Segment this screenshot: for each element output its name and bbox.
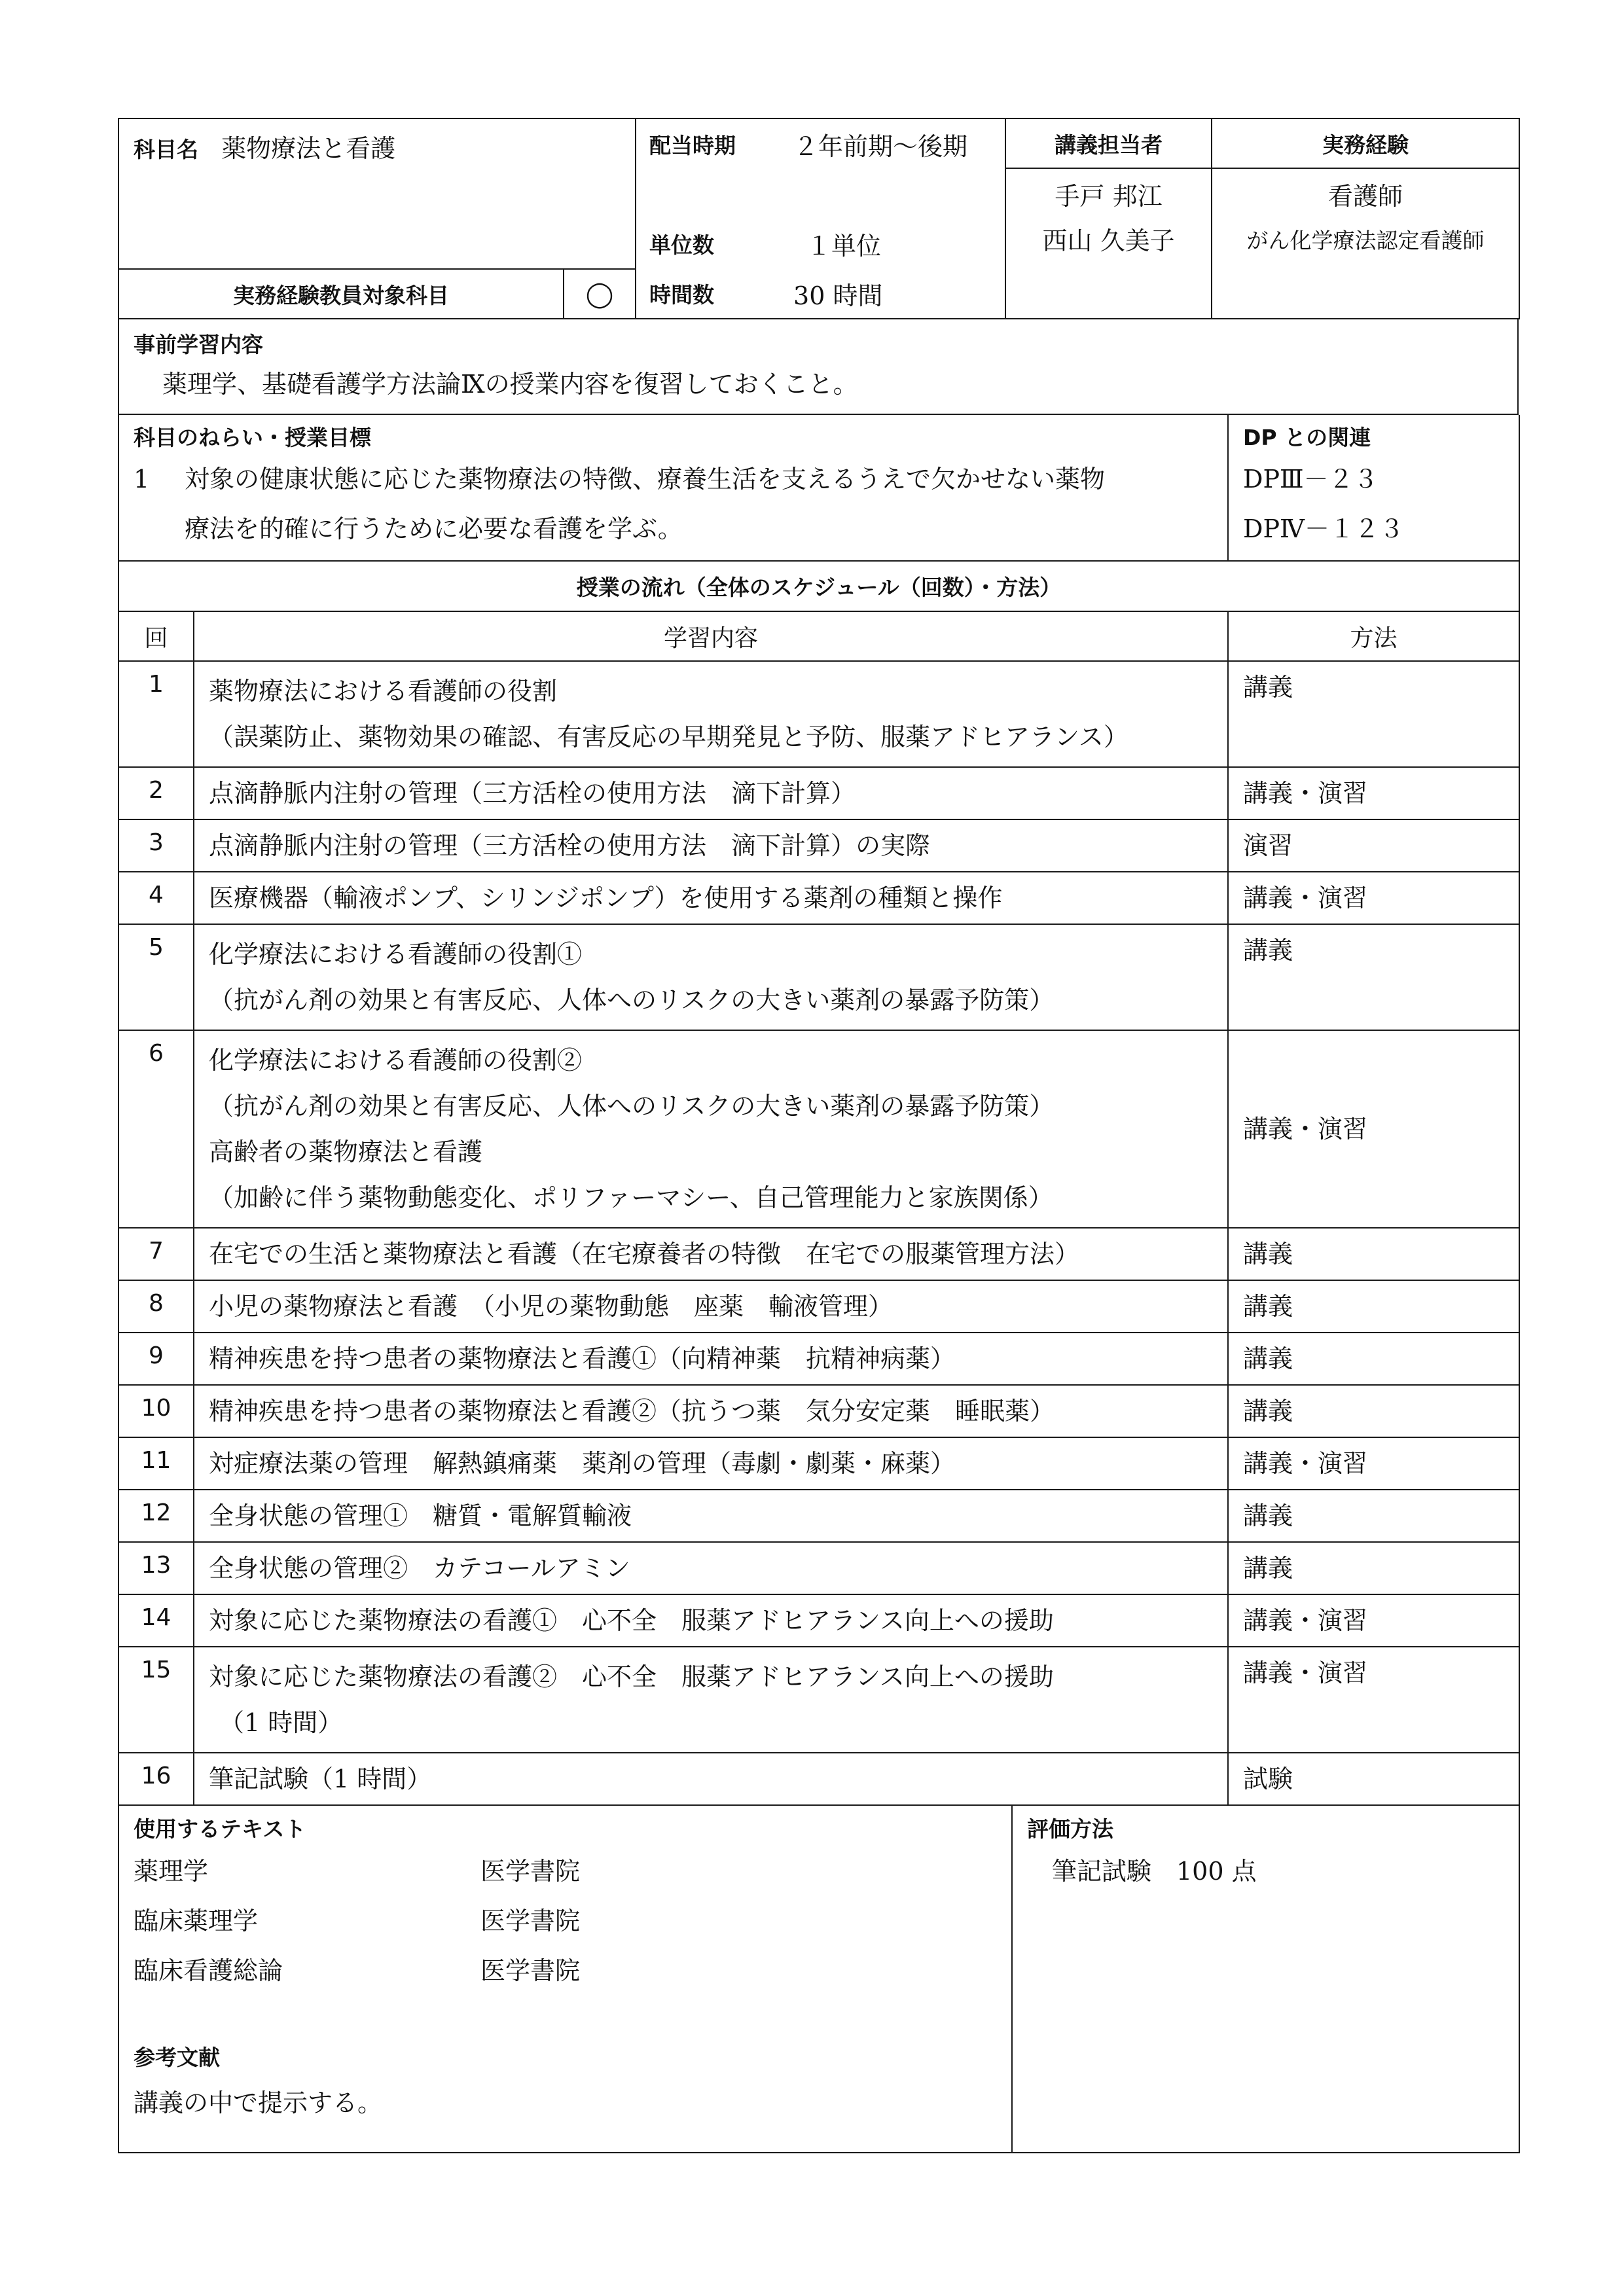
schedule-row-method: 試験 — [1228, 1753, 1519, 1805]
schedule-row-method: 講義 — [1228, 661, 1519, 767]
schedule-row — [118, 1437, 1519, 1490]
instructor-names-cell — [1005, 168, 1212, 319]
schedule-row — [118, 1542, 1519, 1594]
practical-target-label: 実務経験教員対象科目 — [233, 282, 449, 308]
evaluation-label: 評価方法 — [1027, 1816, 1113, 1842]
experience-label-cell — [1212, 118, 1519, 168]
schedule-row-content-line: 精神疾患を持つ患者の薬物療法と看護①（向精神薬 抗精神病薬） — [209, 1344, 956, 1373]
schedule-row-number: 11 — [118, 1437, 194, 1490]
schedule-row-content-line: （加齢に伴う薬物動態変化、ポリファーマシー、自己管理能力と家族関係） — [209, 1183, 1053, 1212]
instructor-label-cell — [1005, 118, 1212, 168]
col-header-content — [194, 611, 1228, 661]
schedule-row-content-line: 点滴静脈内注射の管理（三方活栓の使用方法 滴下計算）の実際 — [209, 831, 931, 860]
schedule-row — [118, 1594, 1519, 1647]
schedule-row-method: 演習 — [1228, 819, 1519, 872]
schedule-row-method: 講義 — [1228, 1490, 1519, 1542]
schedule-row-content — [194, 661, 1228, 767]
schedule-row-number: 16 — [118, 1753, 194, 1805]
aims-number: 1 — [134, 465, 150, 493]
schedule-row-number: 3 — [118, 819, 194, 872]
text-item-3-title: 臨床看護総論 — [134, 1956, 283, 1985]
subject-cell — [118, 118, 636, 269]
schedule-row-content-line: 医療機器（輸液ポンプ、シリンジポンプ）を使用する薬剤の種類と操作 — [209, 884, 1003, 912]
text-item-2-publisher: 医学書院 — [480, 1907, 581, 1935]
dp-label: DP との関連 — [1243, 425, 1371, 450]
schedule-row-method: 講義 — [1228, 1228, 1519, 1280]
dp-1: DPⅢ－２３ — [1243, 465, 1379, 493]
text-item-2 — [134, 1896, 997, 1946]
schedule-row-number: 8 — [118, 1280, 194, 1333]
schedule-row-content-line: 精神疾患を持つ患者の薬物療法と看護②（抗うつ薬 気分安定薬 睡眠薬） — [209, 1397, 1055, 1426]
text-item-1-title: 薬理学 — [134, 1857, 209, 1886]
schedule-row-method: 講義 — [1228, 1542, 1519, 1594]
practical-target-label-cell — [118, 269, 564, 319]
schedule-row-content — [194, 1753, 1228, 1805]
schedule-row-number: 10 — [118, 1385, 194, 1437]
schedule-title-cell — [118, 562, 1519, 611]
aims-table — [118, 415, 1520, 562]
schedule-row-content-line: 化学療法における看護師の役割② — [209, 1046, 583, 1075]
prep-cell — [118, 319, 1518, 414]
aims-label: 科目のねらい・授業目標 — [134, 425, 371, 450]
experience-2: がん化学療法認定看護師 — [1246, 228, 1485, 253]
dp-2: DPⅣ－１２３ — [1243, 514, 1404, 543]
schedule-row-number: 5 — [118, 924, 194, 1030]
schedule-row — [118, 872, 1519, 924]
texts-label: 使用するテキスト — [134, 1816, 306, 1842]
schedule-row-content-line: 薬物療法における看護師の役割 — [209, 677, 558, 706]
schedule-row-content — [194, 819, 1228, 872]
col-header-method-text: 方法 — [1350, 624, 1398, 652]
hours-label: 時間数 — [649, 281, 715, 308]
schedule-row-content — [194, 1490, 1228, 1542]
practical-target-mark-cell — [564, 269, 636, 319]
schedule-row — [118, 661, 1519, 767]
texts-cell — [118, 1806, 1012, 2153]
schedule-row — [118, 1280, 1519, 1333]
schedule-row — [118, 924, 1519, 1030]
schedule-row — [118, 767, 1519, 819]
evaluation-text: 筆記試験 100 点 — [1052, 1857, 1257, 1886]
schedule-row — [118, 1753, 1519, 1805]
schedule-row-content-line: 小児の薬物療法と看護 （小児の薬物動態 座薬 輸液管理） — [209, 1292, 893, 1321]
text-item-3-publisher: 医学書院 — [480, 1956, 581, 1985]
schedule-row-content-line: 在宅での生活と薬物療法と看護（在宅療養者の特徴 在宅での服薬管理方法） — [209, 1240, 1080, 1268]
aims-line-2: 療法を的確に行うために必要な看護を学ぶ。 — [185, 514, 683, 543]
schedule-row-number: 7 — [118, 1228, 194, 1280]
schedule-row-content-line: 高齢者の薬物療法と看護 — [209, 1138, 483, 1166]
subject-name: 薬物療法と看護 — [221, 134, 396, 163]
prep-text: 薬理学、基礎看護学方法論Ⅸの授業内容を復習しておくこと。 — [162, 370, 858, 399]
text-item-2-title: 臨床薬理学 — [134, 1907, 259, 1935]
schedule-row-content-line: 全身状態の管理① 糖質・電解質輸液 — [209, 1501, 632, 1530]
schedule-row-number: 4 — [118, 872, 194, 924]
schedule-row-content-line: 対象に応じた薬物療法の看護① 心不全 服薬アドヒアランス向上への援助 — [209, 1606, 1054, 1635]
schedule-row-content-line: 対症療法薬の管理 解熱鎮痛薬 薬剤の管理（毒劇・劇薬・麻薬） — [209, 1449, 956, 1478]
experience-1: 看護師 — [1328, 182, 1403, 211]
ref-text: 講義の中で提示する。 — [134, 2089, 383, 2117]
schedule-body — [118, 661, 1519, 1805]
schedule-row-method: 講義 — [1228, 1385, 1519, 1437]
units-value: １単位 — [806, 231, 882, 260]
schedule-row-content — [194, 1594, 1228, 1647]
schedule-row-content — [194, 872, 1228, 924]
text-item-1 — [134, 1846, 997, 1896]
schedule-row-method: 講義・演習 — [1228, 1030, 1519, 1228]
schedule-row-content-line: 全身状態の管理② カテコールアミン — [209, 1554, 630, 1583]
schedule-row-content — [194, 1228, 1228, 1280]
schedule-row-content — [194, 1030, 1228, 1228]
schedule-row-content — [194, 1437, 1228, 1490]
schedule-row-method: 講義・演習 — [1228, 872, 1519, 924]
schedule-row — [118, 1228, 1519, 1280]
aims-cell — [118, 415, 1228, 561]
ref-label: 参考文献 — [134, 2045, 220, 2070]
experience-cell — [1212, 168, 1519, 319]
syllabus-sheet — [118, 118, 1519, 2153]
period-cell — [636, 118, 1005, 319]
schedule-row-content-line: （誤薬防止、薬物効果の確認、有害反応の早期発見と予防、服薬アドヒアランス） — [209, 723, 1128, 751]
evaluation-cell — [1012, 1806, 1519, 2153]
text-item-1-publisher: 医学書院 — [480, 1857, 581, 1886]
schedule-row-number: 14 — [118, 1594, 194, 1647]
instructor-name-2: 西山 久美子 — [1042, 226, 1175, 255]
schedule-row-number: 15 — [118, 1647, 194, 1753]
texts-table — [118, 1806, 1520, 2153]
dp-cell — [1228, 415, 1519, 561]
schedule-row-number: 9 — [118, 1333, 194, 1385]
prep-label: 事前学習内容 — [134, 332, 263, 357]
schedule-row-content — [194, 1280, 1228, 1333]
schedule-row-content — [194, 1333, 1228, 1385]
schedule-row-content — [194, 767, 1228, 819]
schedule-row-method: 講義・演習 — [1228, 1594, 1519, 1647]
schedule-row-number: 13 — [118, 1542, 194, 1594]
schedule-row-number: 6 — [118, 1030, 194, 1228]
schedule-row-method: 講義・演習 — [1228, 1647, 1519, 1753]
schedule-row-method: 講義 — [1228, 1333, 1519, 1385]
text-item-3 — [134, 1946, 997, 1996]
schedule-row-method: 講義・演習 — [1228, 767, 1519, 819]
units-label: 単位数 — [649, 232, 715, 258]
schedule-row-content-line: 筆記試験（1 時間） — [209, 1765, 432, 1793]
col-header-content-text: 学習内容 — [663, 624, 758, 652]
schedule-row-content — [194, 1385, 1228, 1437]
practical-target-mark: ◯ — [585, 279, 614, 308]
schedule-row — [118, 1647, 1519, 1753]
schedule-row-content — [194, 1542, 1228, 1594]
instructor-name-1: 手戸 邦江 — [1055, 182, 1163, 211]
period-value: ２年前期～後期 — [793, 132, 968, 161]
experience-label: 実務経験 — [1322, 132, 1409, 158]
schedule-row-content-line: （抗がん剤の効果と有害反応、人体へのリスクの大きい薬剤の暴露予防策） — [209, 986, 1055, 1014]
schedule-row — [118, 819, 1519, 872]
schedule-row-content-line: 化学療法における看護師の役割① — [209, 940, 583, 969]
schedule-row — [118, 1490, 1519, 1542]
schedule-row-content-line: （抗がん剤の効果と有害反応、人体へのリスクの大きい薬剤の暴露予防策） — [209, 1092, 1055, 1121]
schedule-row-content — [194, 924, 1228, 1030]
col-header-num — [118, 611, 194, 661]
header-table — [118, 118, 1520, 319]
schedule-row-content-line: 対象に応じた薬物療法の看護② 心不全 服薬アドヒアランス向上への援助 — [209, 1662, 1054, 1691]
schedule-row — [118, 1030, 1519, 1228]
schedule-row-method: 講義 — [1228, 1280, 1519, 1333]
schedule-row-method: 講義・演習 — [1228, 1437, 1519, 1490]
schedule-row — [118, 1333, 1519, 1385]
schedule-row-method: 講義 — [1228, 924, 1519, 1030]
schedule-title: 授業の流れ（全体のスケジュール（回数）・方法） — [576, 575, 1062, 600]
instructor-label: 講義担当者 — [1055, 132, 1163, 158]
schedule-row-content-line: 点滴静脈内注射の管理（三方活栓の使用方法 滴下計算） — [209, 779, 856, 808]
schedule-row-number: 2 — [118, 767, 194, 819]
col-header-num-text: 回 — [144, 624, 168, 652]
schedule-row — [118, 1385, 1519, 1437]
subject-label: 科目名 — [134, 137, 198, 162]
schedule-row-content-line: （1 時間） — [219, 1708, 343, 1737]
prep-table — [118, 319, 1519, 415]
schedule-table — [118, 562, 1520, 1806]
col-header-method — [1228, 611, 1519, 661]
period-label: 配当時期 — [649, 132, 736, 158]
aims-line-1: 対象の健康状態に応じた薬物療法の特徴、療養生活を支えるうえで欠かせない薬物 — [185, 465, 1106, 493]
hours-value: 30 時間 — [793, 281, 883, 310]
schedule-row-content — [194, 1647, 1228, 1753]
schedule-row-number: 1 — [118, 661, 194, 767]
schedule-row-number: 12 — [118, 1490, 194, 1542]
